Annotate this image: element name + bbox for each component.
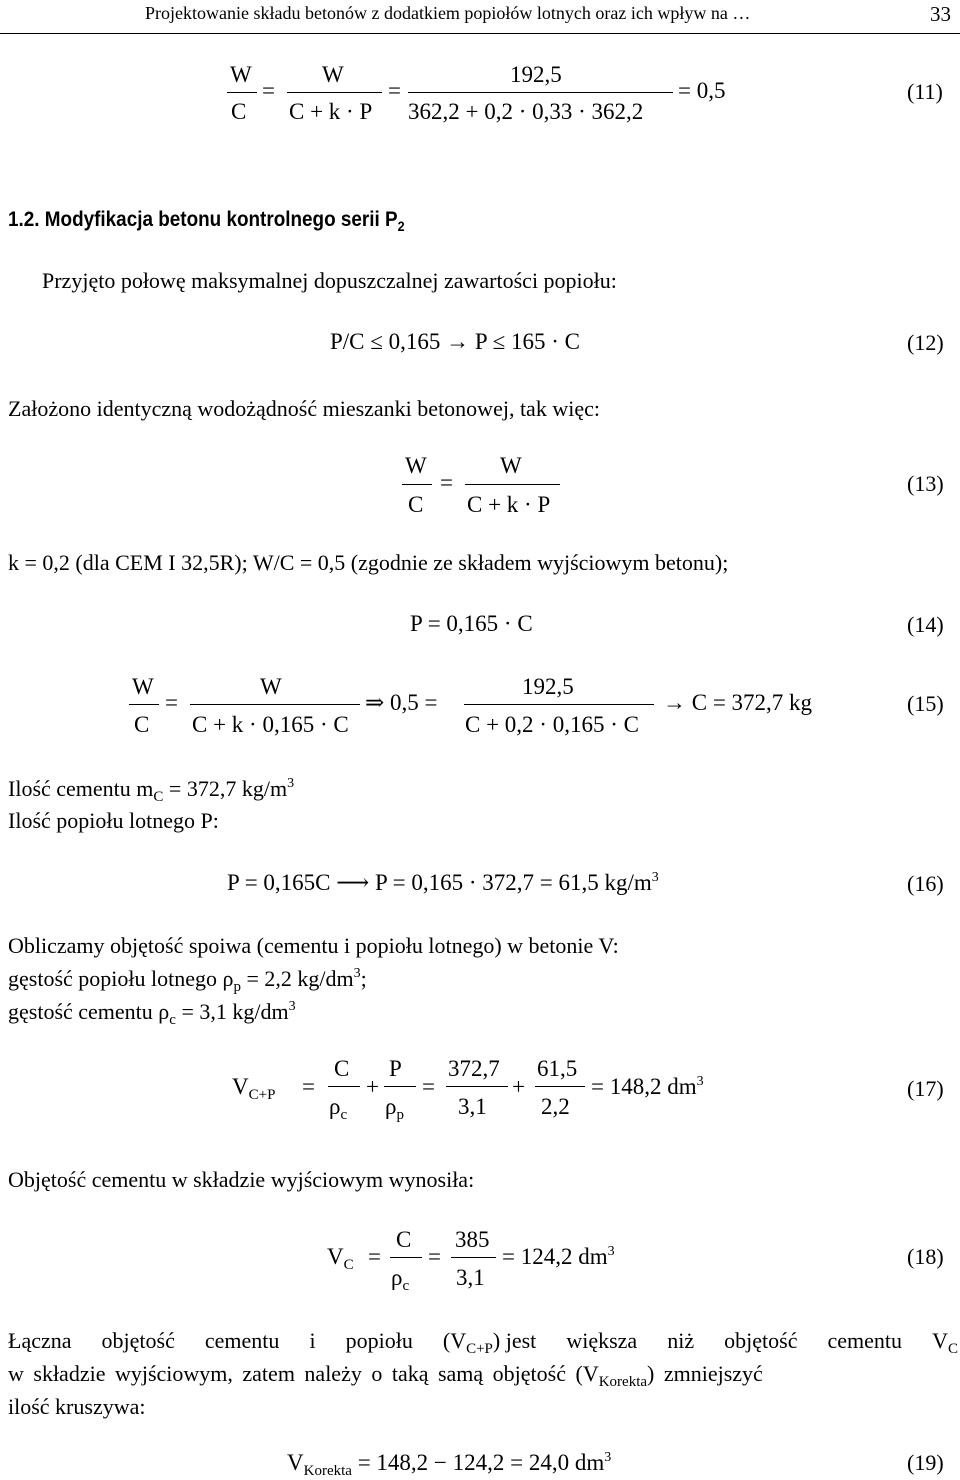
frac-num2: 385 bbox=[455, 1227, 490, 1252]
frac-w: W bbox=[230, 62, 252, 87]
fraction-bar bbox=[446, 1086, 508, 1087]
equation-number: (13) bbox=[907, 471, 944, 496]
plus-sign: + bbox=[512, 1074, 525, 1099]
frac-den2: 3,1 bbox=[456, 1265, 485, 1290]
equation-12: P/C ≤ 0,165 → P ≤ 165 · C bbox=[330, 329, 580, 354]
fraction-bar bbox=[328, 1086, 360, 1087]
frac-c: C bbox=[396, 1227, 412, 1252]
frac-c: C bbox=[231, 99, 247, 124]
fraction-bar bbox=[535, 1086, 585, 1087]
frac-p: P bbox=[389, 1056, 402, 1081]
paragraph-binder-volume: Obliczamy objętość spoiwa (cementu i popiołu lotnego) w betonie V: bbox=[8, 933, 619, 958]
frac-w2: W bbox=[500, 453, 522, 478]
fraction-bar bbox=[227, 92, 257, 93]
rho-c: $\rho_c$ bbox=[391, 1265, 410, 1294]
frac-num3: 192,5 bbox=[510, 62, 562, 87]
paragraph-fly-ash-amount: Ilość popiołu lotnego P: bbox=[8, 808, 219, 833]
frac-den4: 2,2 bbox=[541, 1094, 570, 1119]
frac-den2: C + k · P bbox=[289, 99, 373, 124]
equals-sign: = bbox=[165, 690, 178, 715]
fraction-bar bbox=[402, 484, 432, 485]
equals-sign: = bbox=[302, 1074, 315, 1099]
fraction-bar bbox=[390, 1257, 422, 1258]
frac-num3: 372,7 bbox=[448, 1056, 500, 1081]
equation-number: (14) bbox=[907, 612, 944, 637]
frac-w2: W bbox=[260, 674, 282, 699]
fraction-bar bbox=[451, 1257, 496, 1258]
paragraph-cement-amount: Ilość cementu $m_C = 372,7$ $kg/m^3$ bbox=[8, 776, 295, 805]
fraction-bar bbox=[384, 1086, 416, 1087]
paragraph-total-volume-line2: w składzie wyjściowym, zatem należy o taką samą objętość $(V_{Korekta})$ zmniejszyć bbox=[8, 1361, 763, 1390]
equation-number: (15) bbox=[907, 691, 944, 716]
equation-number: (17) bbox=[907, 1076, 944, 1101]
equation-number: (11) bbox=[907, 79, 943, 104]
frac-den3: 3,1 bbox=[458, 1094, 487, 1119]
frac-den2: C + k · 0,165 · C bbox=[192, 712, 349, 737]
volume-symbol: $V_{C+P}$ bbox=[232, 1074, 276, 1103]
rho-p: $\rho_p$ bbox=[385, 1094, 404, 1123]
frac-num3: 192,5 bbox=[522, 674, 574, 699]
frac-c: C bbox=[334, 1056, 350, 1081]
frac-den2: C + k · P bbox=[467, 492, 551, 517]
section-title: 1.2. Modyfikacja betonu kontrolnego serii $P_2$ bbox=[8, 208, 405, 234]
fraction-bar bbox=[464, 704, 654, 705]
frac-den3: C + 0,2 · 0,165 · C bbox=[465, 712, 639, 737]
volume-symbol: $V_C$ bbox=[327, 1244, 354, 1273]
fraction-bar bbox=[465, 484, 560, 485]
frac-w2: W bbox=[322, 62, 344, 87]
frac-w: W bbox=[132, 674, 154, 699]
equation-number: (19) bbox=[907, 1450, 944, 1475]
equation-result: = 0,5 bbox=[678, 78, 726, 103]
paragraph-fly-ash-density: gęstość popiołu lotnego $\rho_p = 2,2$ $kg/dm^3$; bbox=[8, 966, 367, 995]
fraction-bar bbox=[129, 704, 159, 705]
equals-sign: = bbox=[262, 78, 275, 103]
paragraph-cement-density: gęstość cementu $\rho_c = 3,1$ $kg/dm^3$ bbox=[8, 999, 296, 1028]
frac-num4: 61,5 bbox=[537, 1056, 578, 1081]
frac-c: C bbox=[408, 492, 424, 517]
equals-sign: = bbox=[422, 1074, 435, 1099]
equation-result: → C = 372,7 kg bbox=[663, 690, 813, 715]
plus-sign: + bbox=[366, 1074, 379, 1099]
paragraph-cement-volume: Objętość cementu w składzie wyjściowym wynosiła: bbox=[8, 1167, 475, 1192]
equation-result: = 148,2 $dm^3$ bbox=[591, 1074, 704, 1099]
equation-number: (12) bbox=[907, 330, 944, 355]
frac-den3: 362,2 + 0,2 · 0,33 · 362,2 bbox=[408, 99, 644, 124]
equation-result: = 124,2 $dm^3$ bbox=[502, 1244, 615, 1269]
equals-sign: = bbox=[428, 1244, 441, 1269]
paragraph-total-volume-line3: ilość kruszywa: bbox=[8, 1394, 146, 1419]
equals-sign: = bbox=[388, 78, 401, 103]
fraction-bar bbox=[190, 704, 360, 705]
frac-c: C bbox=[134, 712, 150, 737]
rho-c: $\rho_c$ bbox=[329, 1094, 348, 1123]
paragraph-water-demand: Założono identyczną wodożądność mieszanki betonowej, tak więc: bbox=[8, 396, 600, 421]
equals-sign: = bbox=[440, 470, 453, 495]
running-header: Projektowanie składu betonów z dodatkiem popiołów lotnych oraz ich wpływ na … bbox=[145, 3, 751, 23]
equals-sign: = bbox=[368, 1244, 381, 1269]
equation-19: $V_{Korekta} = 148,2 - 124,2 = 24,0$ $dm^3$ bbox=[287, 1450, 612, 1479]
paragraph-k-value: k = 0,2 (dla CEM I 32,5R); W/C = 0,5 (zgodnie ze składem wyjściowym betonu); bbox=[8, 550, 729, 575]
page-number: 33 bbox=[930, 2, 951, 26]
equation-number: (18) bbox=[907, 1244, 944, 1269]
paragraph-fly-ash-intro: Przyjęto połowę maksymalnej dopuszczalnej zawartości popiołu: bbox=[42, 268, 617, 293]
paragraph-total-volume-line1: Łączna objętość cementu i popiołu $(V_{C+P})$ jest większa niż objętość cementu $V_C$ bbox=[8, 1328, 958, 1357]
equation-number: (16) bbox=[907, 871, 944, 896]
header-rule bbox=[0, 33, 960, 34]
equation-14: P = 0,165 · C bbox=[410, 611, 533, 636]
equation-16: P = 0,165C ⟶ P = 0,165 · 372,7 = 61,5 $kg/m^3$ bbox=[227, 870, 659, 895]
implication: ⇒ 0,5 = bbox=[365, 690, 438, 715]
frac-w: W bbox=[405, 453, 427, 478]
fraction-bar bbox=[408, 92, 673, 93]
fraction-bar bbox=[287, 92, 382, 93]
